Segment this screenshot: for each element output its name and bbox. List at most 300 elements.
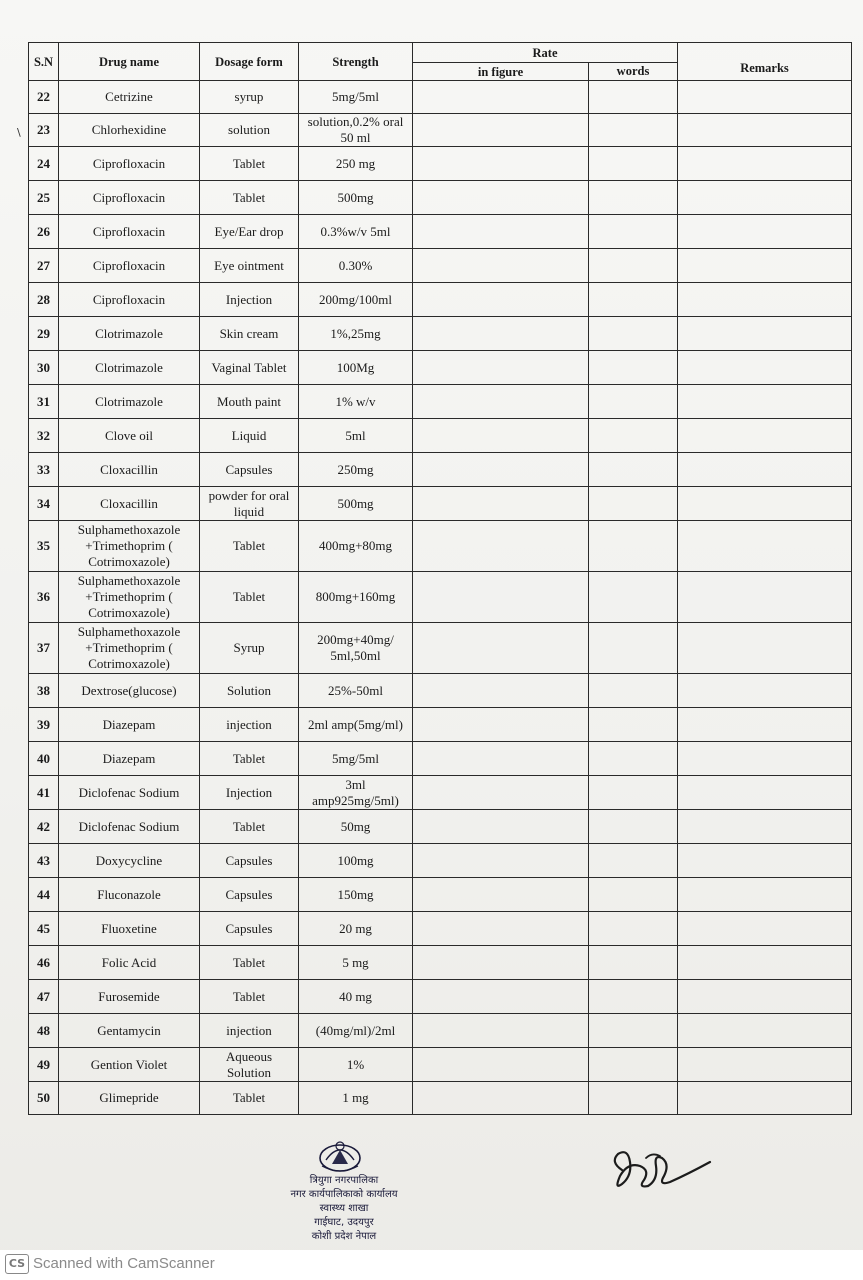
strength-text: 400mg+80mg	[318, 538, 393, 553]
sn-text: 44	[37, 886, 50, 902]
sn-cell	[29, 674, 59, 708]
drug-name-cell	[59, 181, 200, 215]
form-text: Capsules	[225, 461, 273, 477]
drug-name-cell	[59, 912, 200, 946]
sn-text: 40	[37, 750, 50, 766]
sn-text: 38	[37, 682, 50, 698]
rate-in-figure-cell	[413, 674, 589, 708]
strength-cell	[299, 81, 413, 114]
rate-words-cell	[589, 283, 678, 317]
rate-words-cell	[589, 487, 678, 521]
strength-cell	[299, 114, 413, 147]
rate-in-figure-cell	[413, 623, 589, 674]
rate-in-figure-cell	[413, 1082, 589, 1115]
drug-text: Chlorhexidine	[91, 122, 167, 137]
rate-words-cell	[589, 453, 678, 487]
table-row	[29, 385, 852, 419]
sn-cell	[29, 521, 59, 572]
table-row	[29, 81, 852, 114]
table-row	[29, 912, 852, 946]
rate-words-cell	[589, 351, 678, 385]
rate-in-figure-cell	[413, 980, 589, 1014]
margin-mark: \	[17, 126, 21, 139]
sn-text: 43	[37, 852, 50, 868]
table-row	[29, 317, 852, 351]
drug-table	[28, 42, 852, 1115]
rate-words-cell	[589, 572, 678, 623]
form-text: liquid	[233, 503, 265, 519]
remarks-cell	[678, 810, 852, 844]
drug-name-cell	[59, 283, 200, 317]
sn-text: 47	[37, 988, 50, 1004]
form-text: Skin cream	[219, 325, 279, 341]
dosage-form-cell	[200, 385, 299, 419]
sn-text: 29	[37, 325, 50, 341]
drug-name-cell	[59, 487, 200, 521]
table-row	[29, 351, 852, 385]
remarks-cell	[678, 742, 852, 776]
drug-name-cell	[59, 878, 200, 912]
sn-text: 23	[37, 122, 50, 137]
dosage-form-cell	[200, 572, 299, 623]
sn-text: 37	[37, 640, 50, 655]
strength-text: 1%	[346, 1056, 365, 1072]
drug-name-cell	[59, 1082, 200, 1115]
strength-cell	[299, 946, 413, 980]
strength-cell	[299, 487, 413, 521]
dosage-form-cell	[200, 351, 299, 385]
sn-cell	[29, 912, 59, 946]
sn-cell	[29, 844, 59, 878]
drug-text: Ciprofloxacin	[92, 257, 166, 273]
rate-in-figure-cell	[413, 317, 589, 351]
sn-text: 36	[37, 589, 50, 604]
sn-cell	[29, 453, 59, 487]
form-text: Eye/Ear drop	[214, 223, 284, 239]
rate-words-cell	[589, 980, 678, 1014]
remarks-cell	[678, 147, 852, 181]
strength-cell	[299, 283, 413, 317]
sn-text: 49	[37, 1056, 50, 1072]
drug-text: Diclofenac Sodium	[78, 784, 180, 800]
sn-cell	[29, 215, 59, 249]
drug-text: Sulphamethoxazole	[77, 573, 181, 588]
strength-cell	[299, 419, 413, 453]
drug-text: Ciprofloxacin	[92, 155, 166, 171]
remarks-cell	[678, 181, 852, 215]
sn-cell	[29, 317, 59, 351]
drug-text: Ciprofloxacin	[92, 223, 166, 239]
drug-text: Gentamycin	[97, 1022, 161, 1038]
strength-cell	[299, 215, 413, 249]
remarks-cell	[678, 623, 852, 674]
rate-in-figure-cell	[413, 249, 589, 283]
strength-cell	[299, 810, 413, 844]
drug-text: Dextrose(glucose)	[81, 682, 177, 698]
strength-cell	[299, 912, 413, 946]
dosage-form-cell	[200, 215, 299, 249]
drug-text: +Trimethoprim (	[85, 589, 173, 604]
strength-cell	[299, 572, 413, 623]
remarks-cell	[678, 844, 852, 878]
rate-in-figure-cell	[413, 351, 589, 385]
scanner-footer	[0, 1250, 863, 1280]
dosage-form-cell	[200, 283, 299, 317]
strength-text: 1 mg	[342, 1090, 369, 1105]
rate-in-figure-cell	[413, 572, 589, 623]
strength-cell	[299, 623, 413, 674]
sn-text: 48	[37, 1022, 50, 1038]
rate-in-figure-cell	[413, 708, 589, 742]
nepal-emblem-icon	[312, 1136, 368, 1174]
remarks-cell	[678, 878, 852, 912]
rate-words-cell	[589, 181, 678, 215]
sn-text: 30	[37, 359, 50, 375]
strength-text: solution,0.2% oral	[307, 114, 404, 129]
header-strength: Strength	[299, 43, 413, 81]
strength-cell	[299, 776, 413, 810]
dosage-form-cell	[200, 946, 299, 980]
drug-text: Diclofenac Sodium	[78, 818, 180, 834]
drug-text: Doxycycline	[95, 852, 163, 868]
drug-text: Diazepam	[102, 716, 156, 732]
form-text: Mouth paint	[217, 393, 281, 409]
dosage-form-cell	[200, 708, 299, 742]
sn-text: 39	[37, 716, 50, 732]
form-text: Vaginal Tablet	[211, 359, 287, 375]
form-text: injection	[226, 1022, 272, 1038]
rate-words-cell	[589, 708, 678, 742]
form-text: Tablet	[232, 954, 266, 970]
drug-table-body	[29, 81, 852, 1115]
drug-text: Ciprofloxacin	[92, 291, 166, 307]
header-in-figure: in figure	[413, 63, 589, 81]
sn-text: 42	[37, 818, 50, 834]
drug-name-cell	[59, 147, 200, 181]
dosage-form-cell	[200, 521, 299, 572]
dosage-form-cell	[200, 674, 299, 708]
rate-words-cell	[589, 776, 678, 810]
drug-text: Fluoxetine	[101, 920, 157, 936]
strength-text: 5mg/5ml	[332, 89, 379, 104]
sn-cell	[29, 181, 59, 215]
remarks-cell	[678, 980, 852, 1014]
drug-text: Cloxacillin	[100, 461, 158, 477]
form-text: Tablet	[232, 1090, 266, 1105]
sn-text: 35	[37, 538, 50, 553]
dosage-form-cell	[200, 419, 299, 453]
stamp-line-4: गाईघाट, उदयपुर	[314, 1217, 374, 1228]
sn-cell	[29, 249, 59, 283]
strength-cell	[299, 674, 413, 708]
strength-text: 800mg+160mg	[315, 589, 396, 604]
table-row	[29, 1014, 852, 1048]
rate-in-figure-cell	[413, 147, 589, 181]
strength-cell	[299, 249, 413, 283]
sn-text: 34	[37, 495, 50, 511]
table-row	[29, 147, 852, 181]
table-row	[29, 810, 852, 844]
rate-words-cell	[589, 844, 678, 878]
drug-name-cell	[59, 572, 200, 623]
drug-text: +Trimethoprim (	[85, 640, 173, 655]
drug-text: Folic Acid	[101, 954, 157, 970]
dosage-form-cell	[200, 317, 299, 351]
sn-text: 27	[37, 257, 50, 273]
sn-cell	[29, 742, 59, 776]
strength-cell	[299, 521, 413, 572]
dosage-form-cell	[200, 114, 299, 147]
rate-words-cell	[589, 1014, 678, 1048]
rate-in-figure-cell	[413, 742, 589, 776]
drug-text: Cetrizine	[105, 89, 153, 104]
drug-name-cell	[59, 844, 200, 878]
remarks-cell	[678, 81, 852, 114]
strength-cell	[299, 317, 413, 351]
strength-text: 2ml amp(5mg/ml)	[308, 716, 403, 732]
rate-in-figure-cell	[413, 453, 589, 487]
strength-cell	[299, 453, 413, 487]
strength-text: 200mg+40mg/	[317, 632, 394, 647]
sn-cell	[29, 946, 59, 980]
sn-cell	[29, 147, 59, 181]
strength-text: 1% w/v	[335, 393, 376, 409]
rate-words-cell	[589, 114, 678, 147]
rate-words-cell	[589, 249, 678, 283]
sn-text: 50	[37, 1090, 50, 1105]
drug-name-cell	[59, 742, 200, 776]
camscanner-logo-icon: CS	[5, 1254, 29, 1274]
dosage-form-cell	[200, 147, 299, 181]
rate-words-cell	[589, 810, 678, 844]
table-row	[29, 878, 852, 912]
remarks-cell	[678, 776, 852, 810]
rate-in-figure-cell	[413, 521, 589, 572]
dosage-form-cell	[200, 844, 299, 878]
form-text: Syrup	[233, 640, 265, 655]
remarks-cell	[678, 317, 852, 351]
rate-words-cell	[589, 419, 678, 453]
header-remarks: Remarks	[678, 43, 852, 81]
drug-name-cell	[59, 419, 200, 453]
form-text: syrup	[234, 89, 264, 104]
drug-text: Clotrimazole	[95, 393, 163, 409]
remarks-cell	[678, 708, 852, 742]
rate-in-figure-cell	[413, 844, 589, 878]
rate-words-cell	[589, 912, 678, 946]
sn-text: 31	[37, 393, 50, 409]
strength-cell	[299, 1014, 413, 1048]
drug-text: Glimepride	[99, 1090, 159, 1105]
table-row	[29, 844, 852, 878]
rate-words-cell	[589, 878, 678, 912]
sn-cell	[29, 351, 59, 385]
rate-words-cell	[589, 81, 678, 114]
dosage-form-cell	[200, 810, 299, 844]
form-text: Tablet	[232, 155, 266, 171]
drug-text: Diazepam	[102, 750, 156, 766]
remarks-cell	[678, 114, 852, 147]
form-text: Solution	[226, 682, 272, 698]
scanner-watermark-text: Scanned with CamScanner	[33, 1255, 215, 1272]
sn-text: 26	[37, 223, 50, 239]
drug-text: Cotrimoxazole)	[88, 605, 170, 620]
form-text: powder for oral	[208, 487, 290, 503]
strength-text: 1%,25mg	[330, 325, 381, 341]
table-row	[29, 980, 852, 1014]
rate-in-figure-cell	[413, 81, 589, 114]
drug-name-cell	[59, 674, 200, 708]
sn-cell	[29, 810, 59, 844]
strength-text: 5ml,50ml	[330, 648, 381, 663]
header-words: words	[589, 63, 678, 81]
table-row	[29, 623, 852, 674]
rate-words-cell	[589, 1048, 678, 1082]
table-row	[29, 708, 852, 742]
strength-cell	[299, 878, 413, 912]
rate-words-cell	[589, 215, 678, 249]
drug-name-cell	[59, 1014, 200, 1048]
drug-text: Furosemide	[98, 988, 160, 1004]
remarks-cell	[678, 249, 852, 283]
form-text: Tablet	[232, 189, 266, 205]
sn-cell	[29, 878, 59, 912]
sn-text: 33	[37, 461, 50, 477]
strength-text: 0.30%	[338, 257, 373, 273]
table-row	[29, 487, 852, 521]
remarks-cell	[678, 215, 852, 249]
drug-text: Sulphamethoxazole	[77, 624, 181, 639]
form-text: Tablet	[232, 589, 266, 604]
sn-text: 24	[37, 155, 50, 171]
sn-cell	[29, 1082, 59, 1115]
strength-text: 3ml amp925mg/5ml)	[312, 776, 399, 808]
remarks-cell	[678, 351, 852, 385]
rate-in-figure-cell	[413, 1048, 589, 1082]
drug-name-cell	[59, 776, 200, 810]
header-rate: Rate	[413, 43, 678, 63]
sn-cell	[29, 980, 59, 1014]
dosage-form-cell	[200, 776, 299, 810]
sn-text: 45	[37, 920, 50, 936]
header-dosage-form: Dosage form	[200, 43, 299, 81]
table-row	[29, 419, 852, 453]
strength-text: 50mg	[340, 818, 371, 834]
remarks-cell	[678, 385, 852, 419]
form-text: injection	[226, 716, 272, 732]
drug-name-cell	[59, 980, 200, 1014]
strength-text: 50 ml	[340, 130, 371, 145]
remarks-cell	[678, 674, 852, 708]
stamp-line-1: त्रियुगा नगरपालिका	[309, 1175, 379, 1186]
drug-name-cell	[59, 453, 200, 487]
strength-cell	[299, 1048, 413, 1082]
rate-in-figure-cell	[413, 1014, 589, 1048]
sn-text: 41	[37, 784, 50, 800]
strength-text: 250mg	[337, 461, 374, 477]
strength-cell	[299, 980, 413, 1014]
drug-name-cell	[59, 385, 200, 419]
rate-in-figure-cell	[413, 114, 589, 147]
sn-cell	[29, 419, 59, 453]
drug-name-cell	[59, 317, 200, 351]
strength-cell	[299, 351, 413, 385]
form-text: Tablet	[232, 750, 266, 766]
remarks-cell	[678, 946, 852, 980]
form-text: Injection	[225, 291, 273, 307]
table-row	[29, 776, 852, 810]
sn-cell	[29, 1014, 59, 1048]
sn-text: 25	[37, 189, 50, 205]
remarks-cell	[678, 1048, 852, 1082]
stamp-line-5: कोशी प्रदेश नेपाल	[311, 1231, 377, 1242]
form-text: Eye ointment	[214, 257, 284, 273]
remarks-cell	[678, 912, 852, 946]
strength-text: 5mg/5ml	[332, 750, 379, 766]
drug-text: Clotrimazole	[95, 325, 163, 341]
dosage-form-cell	[200, 1014, 299, 1048]
strength-text: 0.3%w/v 5ml	[320, 223, 391, 239]
rate-in-figure-cell	[413, 181, 589, 215]
rate-words-cell	[589, 317, 678, 351]
dosage-form-cell	[200, 623, 299, 674]
drug-text: +Trimethoprim (	[85, 538, 173, 553]
drug-text: Clotrimazole	[95, 359, 163, 375]
strength-cell	[299, 385, 413, 419]
sn-text: 22	[37, 89, 50, 104]
drug-name-cell	[59, 946, 200, 980]
dosage-form-cell	[200, 742, 299, 776]
rate-words-cell	[589, 742, 678, 776]
form-text: Tablet	[232, 538, 266, 553]
strength-cell	[299, 181, 413, 215]
strength-cell	[299, 147, 413, 181]
table-row	[29, 572, 852, 623]
strength-text: 500mg	[337, 189, 374, 205]
dosage-form-cell	[200, 453, 299, 487]
rate-words-cell	[589, 623, 678, 674]
drug-name-cell	[59, 623, 200, 674]
table-row	[29, 283, 852, 317]
rate-in-figure-cell	[413, 946, 589, 980]
rate-in-figure-cell	[413, 810, 589, 844]
sn-cell	[29, 623, 59, 674]
remarks-cell	[678, 1082, 852, 1115]
strength-cell	[299, 708, 413, 742]
remarks-cell	[678, 572, 852, 623]
stamp-line-2: नगर कार्यपालिकाको कार्यालय	[290, 1189, 398, 1200]
table-row	[29, 946, 852, 980]
drug-text: Clove oil	[104, 427, 154, 443]
drug-name-cell	[59, 810, 200, 844]
sn-cell	[29, 81, 59, 114]
dosage-form-cell	[200, 878, 299, 912]
dosage-form-cell	[200, 81, 299, 114]
header-drug-name: Drug name	[59, 43, 200, 81]
rate-in-figure-cell	[413, 776, 589, 810]
table-row	[29, 114, 852, 147]
drug-text: Cotrimoxazole)	[88, 656, 170, 671]
sn-cell	[29, 283, 59, 317]
form-text: solution	[228, 122, 270, 137]
table-row	[29, 1082, 852, 1115]
rate-in-figure-cell	[413, 385, 589, 419]
dosage-form-cell	[200, 487, 299, 521]
strength-text: 250 mg	[335, 155, 376, 171]
strength-text: 5 mg	[342, 954, 369, 970]
dosage-form-cell	[200, 912, 299, 946]
dosage-form-cell	[200, 980, 299, 1014]
